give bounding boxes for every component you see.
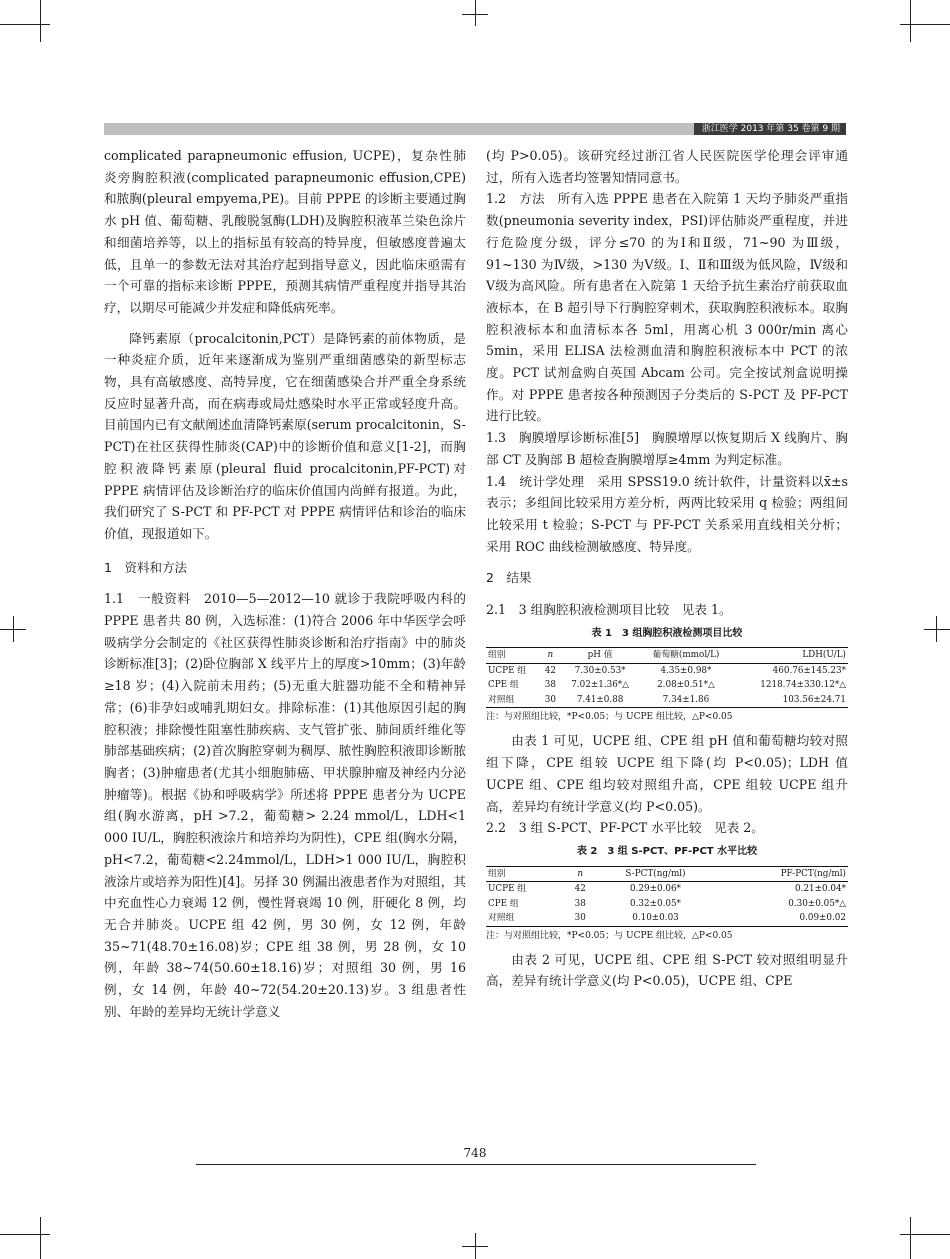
right-column	[486, 145, 848, 992]
table-cell: 0.21±0.04*	[795, 884, 846, 895]
registration-mark	[462, 1246, 488, 1247]
table-cell: 42	[574, 884, 586, 895]
table-cell: 0.29±0.06*	[630, 884, 681, 895]
table-header-row	[486, 648, 848, 664]
crop-mark	[900, 1234, 950, 1235]
table-cell: 30	[574, 913, 586, 924]
table-cell: 460.76±145.23*	[772, 665, 846, 676]
table-cell: 1218.74±330.12*△	[760, 680, 846, 691]
paragraph: 1.2 方法 所有入选 PPPE 患者在入院第 1 天均予肺炎严重指数(pneumonia severity index，PSI)评估肺炎严重程度，并进行危险度分级，评分≤70 的为Ⅰ和Ⅱ级，71~90 为Ⅲ级，91~130 为Ⅳ级，>130 为Ⅴ级。Ⅰ、Ⅱ和Ⅲ级为低风险，Ⅳ级和Ⅴ级为高风险。所有患者在入院第 1 天给予抗生素治疗前获取血液标本，在 B 超引导下行胸腔穿刺术，获取胸腔积液标本。取胸腔积液标本和血清标本各 5ml，用离心机 3 000r/min 离心 5min，采用 ELISA 法检测血清和胸腔积液标本中 PCT 的浓度。PCT 试剂盒购自英国 Abcam 公司。完全按试剂盒说明操作。对 PPPE 患者按各种预测因子分类后的 S-PCT 及 PF-PCT 进行比较。	[486, 191, 848, 424]
table-cell: 30	[544, 694, 556, 705]
table-cell: 0.09±0.02	[799, 913, 846, 924]
table-row	[486, 911, 848, 926]
data-table	[486, 866, 848, 927]
crop-mark	[910, 0, 911, 42]
table-row	[486, 693, 848, 708]
crop-mark	[0, 24, 50, 25]
table-cell: 7.34±1.86	[662, 694, 710, 705]
table-cell: CPE 组	[488, 898, 519, 909]
table-row	[486, 678, 848, 693]
column-header: 组别	[488, 868, 506, 879]
crop-mark	[900, 24, 950, 25]
paragraph: complicated parapneumonic effusion, UCPE)，复杂性肺炎旁胸腔积液(complicated parapneumonic effusion,CPE)和脓胸(pleural empyema,PE)。目前 PPPE 的诊断主要通过胸水 pH 值、葡萄糖、乳酸脱氢酶(LDH)及胸腔积液革兰染色涂片和细菌培养等，以上的指标虽有较高的特异度，但敏感度普遍太低，且单一的参数无法对其治疗起到指导意义，因此临床亟需有一个可靠的指标来诊断 PPPE，预测其病情严重程度并指导其治疗，以期尽可能减少并发症和降低病死率。	[104, 148, 466, 315]
table-row	[486, 663, 848, 678]
table-cell: 4.35±0.98*	[660, 665, 712, 676]
crop-mark	[0, 1234, 50, 1235]
table-cell: CPE 组	[488, 680, 519, 691]
table-cell: 38	[574, 898, 586, 909]
paragraph: 2.1 3 组胸腔积液检测项目比较 见表 1。	[486, 602, 732, 618]
table-cell: 38	[544, 680, 556, 691]
journal-issue-tag: 浙江医学 2013 年第 35 卷第 9 期	[694, 123, 846, 135]
table-row	[486, 882, 848, 897]
registration-mark	[462, 14, 488, 15]
table-cell: 7.30±0.53*	[574, 665, 626, 676]
table-cell: 0.32±0.05*	[630, 898, 681, 909]
crop-mark	[40, 1217, 41, 1259]
table-header-row	[486, 866, 848, 882]
column-header: S-PCT(ng/ml)	[625, 868, 686, 879]
section-heading: 1 资料和方法	[104, 559, 187, 575]
page-number: 748	[463, 1146, 487, 1160]
column-header: LDH(U/L)	[802, 650, 846, 661]
section-heading: 2 结果	[486, 570, 532, 586]
paragraph: 1.4 统计学处理 采用 SPSS19.0 统计软件，计量资料以x̄±s表示；多组间比较采用方差分析，两两比较采用 q 检验；两组间比较采用 t 检验；S-PCT 与 PF-PCT 关系采用直线相关分析；采用 ROC 曲线检测敏感度、特异度。	[486, 473, 848, 554]
column-header: n	[547, 650, 554, 661]
table-cell: 0.30±0.05*△	[788, 898, 846, 909]
table-caption: 表 1 3 组胸腔积液检测项目比较	[591, 627, 743, 639]
table-caption: 表 2 3 组 S-PCT、PF-PCT 水平比较	[576, 845, 758, 857]
column-header: PF-PCT(ng/ml)	[780, 868, 846, 879]
table-cell: 103.56±24.71	[782, 694, 846, 705]
table-cell: UCPE 组	[488, 665, 527, 676]
table-cell: 7.02±1.36*△	[571, 680, 629, 691]
paragraph: 1.1 一般资料 2010—5—2012—10 就诊于我院呼吸内科的 PPPE 患者共 80 例，入选标准：(1)符合 2006 年中华医学会呼吸病学分会制定的《社区获得性肺炎诊断和治疗指南》中的肺炎诊断标准[3]；(2)卧位胸部 X 线平片上的厚度>10mm；(3)年龄≥18 岁；(4)入院前未用药；(5)无重大脏器功能不全和精神异常；(6)非孕妇或哺乳期妇女。排除标准：(1)其他原因引起的胸腔积液；排除慢性阻塞性肺疾病、支气管扩张、肺间质纤维化等肺部基础疾病；(2)首次胸腔穿刺为稠厚、脓性胸腔积液即诊断脓胸者；(3)肿瘤患者(尤其小细胞肺癌、甲状腺肿瘤及神经内分泌肿瘤等)。根据《协和呼吸病学》所述将 PPPE 患者分为 UCPE 组(胸水游离，pH >7.2，葡萄糖> 2.24 mmol/L，LDH<1 000 IU/L，胸腔积液涂片和培养均为阴性)，CPE 组(胸水分隔，pH<7.2，葡萄糖<2.24mmol/L，LDH>1 000 IU/L，胸腔积液涂片或培养为阳性)[4]。另择 30 例漏出液患者作为对照组，其中充血性心力衰竭 12 例，慢性肾衰竭 10 例，肝硬化 8 例，均无合并肺炎。UCPE 组 42 例，男 30 例，女 12 例，年龄 35~71(48.70±16.08)岁；CPE 组 38 例，男 28 例，女 10 例，年龄 38~74(50.60±18.16)岁；对照组 30 例，男 16 例，女 14 例，年龄 40~72(54.20±20.13)岁。3 组患者性别、年龄的差异均无统计学意义	[104, 591, 466, 1019]
table-cell: UCPE 组	[488, 884, 527, 895]
crop-mark	[40, 0, 41, 42]
column-header: pH 值	[587, 650, 613, 661]
paragraph: 1.3 胸膜增厚诊断标准[5] 胸膜增厚以恢复期后 X 线胸片、胸部 CT 及胸部 B 超检查胸膜增厚≥4mm 为判定标准。	[486, 430, 848, 467]
column-header: n	[577, 868, 584, 879]
paragraph: 2.2 3 组 S-PCT、PF-PCT 水平比较 见表 2。	[486, 820, 764, 836]
table-cell: 2.08±0.51*△	[657, 680, 715, 691]
table-cell: 对照组	[488, 694, 515, 705]
table-cell: 7.41±0.88	[576, 694, 624, 705]
paragraph: 由表 2 可见，UCPE 组、CPE 组 S-PCT 较对照组明显升高，差异有统计学意义(均 P<0.05)，UCPE 组、CPE	[486, 951, 848, 989]
data-table	[486, 647, 848, 708]
table-note: 注：与对照组比较，*P<0.05；与 UCPE 组比较，△P<0.05	[486, 930, 733, 941]
paragraph: 降钙素原（procalcitonin,PCT）是降钙素的前体物质，是一种炎症介质，近年来逐渐成为鉴别严重细菌感染的新型标志物，具有高敏感度、高特异度，它在细菌感染合并严重全身系统反应时显著升高，而在病毒或局灶感染时水平正常或轻度升高。目前国内已有文献阐述血清降钙素原(serum procalcitonin，S-PCT)在社区获得性肺炎(CAP)中的诊断价值和意义[1-2]，而胸腔积液降钙素原(pleural fluid procalcitonin,PF-PCT)对 PPPE 病情评估及诊断治疗的临床价值国内尚鲜有报道。为此，我们研究了 S-PCT 和 PF-PCT 对 PPPE 病情评估和诊治的临床价值，现报道如下。	[104, 330, 466, 541]
registration-mark	[475, 0, 476, 26]
footer-rule	[196, 1164, 756, 1165]
column-header: 葡萄糖(mmol/L)	[652, 650, 720, 661]
registration-mark	[936, 616, 937, 642]
table-cell: 对照组	[488, 913, 515, 924]
paragraph: 由表 1 可见，UCPE 组、CPE 组 pH 值和葡萄糖均较对照组下降，CPE 组较 UCPE 组下降(均 P<0.05)；LDH 值 UCPE 组、CPE 组均较对照组升高，CPE 组较 UCPE 组升高，差异均有统计学意义(均 P<0.05)。	[486, 733, 848, 814]
registration-mark	[13, 616, 14, 642]
table-row	[486, 897, 848, 912]
crop-mark	[910, 1217, 911, 1259]
paragraph: (均 P>0.05)。该研究经过浙江省人民医院医学伦理会评审通过，所有入选者均签署知情同意书。	[486, 148, 848, 185]
table-cell: 0.10±0.03	[632, 913, 679, 924]
registration-mark	[924, 629, 950, 630]
table-cell: 42	[544, 665, 556, 676]
column-header: 组别	[488, 650, 506, 661]
left-column	[104, 145, 466, 1022]
table-note: 注：与对照组比较，*P<0.05；与 UCPE 组比较，△P<0.05	[486, 712, 733, 723]
